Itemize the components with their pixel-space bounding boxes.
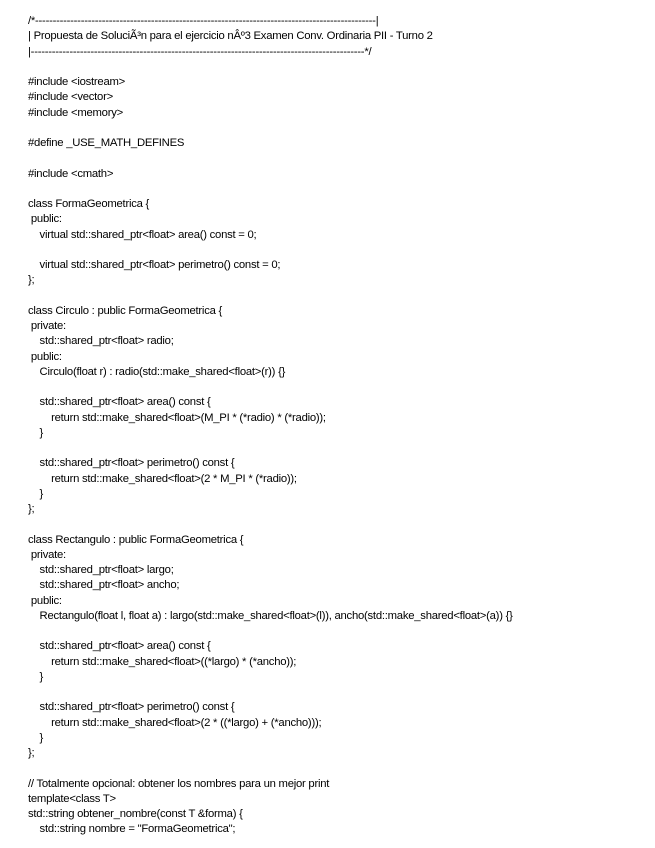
code-line: // Totalmente opcional: obtener los nombres para un mejor print <box>28 777 330 790</box>
code-line <box>28 380 648 395</box>
code-line: }; <box>28 747 35 759</box>
code-line: #define _USE_MATH_DEFINES <box>28 137 185 149</box>
code-line <box>28 60 648 75</box>
code-line <box>28 624 648 639</box>
code-line: private: <box>28 548 66 561</box>
code-line: } <box>28 487 44 500</box>
code-line: std::shared_ptr<float> radio; <box>28 335 174 348</box>
code-line <box>28 121 648 136</box>
code-line: #include <iostream> <box>28 76 125 88</box>
code-line: std::shared_ptr<float> perimetro() const { <box>28 701 235 714</box>
code-line: public: <box>28 213 62 226</box>
code-line: class Circulo : public FormaGeometrica { <box>28 304 223 317</box>
code-line: return std::make_shared<float>(M_PI * (*radio) * (*radio)); <box>28 411 326 424</box>
code-line: } <box>28 731 44 744</box>
code-line: virtual std::shared_ptr<float> perimetro() const = 0; <box>28 259 281 271</box>
code-line: Circulo(float r) : radio(std::make_shared<float>(r)) {} <box>28 365 286 378</box>
code-line: #include <memory> <box>28 106 123 119</box>
code-line: /*-------------------------------------------------------------------------------------------------| <box>28 15 379 27</box>
code-line: std::shared_ptr<float> area() const { <box>28 396 211 409</box>
code-line: virtual std::shared_ptr<float> area() const = 0; <box>28 228 257 241</box>
code-line: return std::make_shared<float>((*largo) * (*ancho)); <box>28 655 297 668</box>
code-line <box>28 182 648 197</box>
code-line <box>28 151 648 166</box>
code-line: | Propuesta de SoluciÃ³n para el ejercicio nÂº3 Examen Conv. Ordinaria PII - Turno 2 <box>28 30 433 43</box>
code-line: std::string obtener_nombre(const T &forma) { <box>28 808 243 820</box>
code-line: public: <box>28 350 62 363</box>
code-line: std::string nombre = "FormaGeometrica"; <box>28 823 236 836</box>
code-line: } <box>28 426 44 439</box>
code-line: class FormaGeometrica { <box>28 198 150 210</box>
code-line: return std::make_shared<float>(2 * ((*largo) + (*ancho))); <box>28 716 322 729</box>
code-line: |-----------------------------------------------------------------------------------------------*/ <box>28 45 372 58</box>
code-line: std::shared_ptr<float> area() const { <box>28 640 211 653</box>
code-line: #include <cmath> <box>28 167 114 180</box>
code-line: std::shared_ptr<float> perimetro() const { <box>28 457 235 470</box>
code-line: private: <box>28 320 66 332</box>
code-line <box>28 761 648 776</box>
code-document <box>28 14 648 838</box>
code-line: return std::make_shared<float>(2 * M_PI * (*radio)); <box>28 472 297 485</box>
code-line <box>28 441 648 456</box>
code-line: }; <box>28 274 35 287</box>
code-line <box>28 517 648 532</box>
code-line: template<class T> <box>28 792 116 805</box>
code-line <box>28 685 648 700</box>
code-line: }; <box>28 503 35 515</box>
code-line <box>28 243 648 258</box>
code-line: } <box>28 670 44 683</box>
code-line <box>28 289 648 304</box>
code-line: Rectangulo(float l, float a) : largo(std::make_shared<float>(l)), ancho(std::make_shared<float>(a)) {} <box>28 609 513 622</box>
code-line: #include <vector> <box>28 91 113 104</box>
code-line: public: <box>28 594 62 607</box>
code-line: std::shared_ptr<float> ancho; <box>28 579 180 592</box>
code-line: std::shared_ptr<float> largo; <box>28 564 174 576</box>
code-line: class Rectangulo : public FormaGeometrica { <box>28 533 244 546</box>
